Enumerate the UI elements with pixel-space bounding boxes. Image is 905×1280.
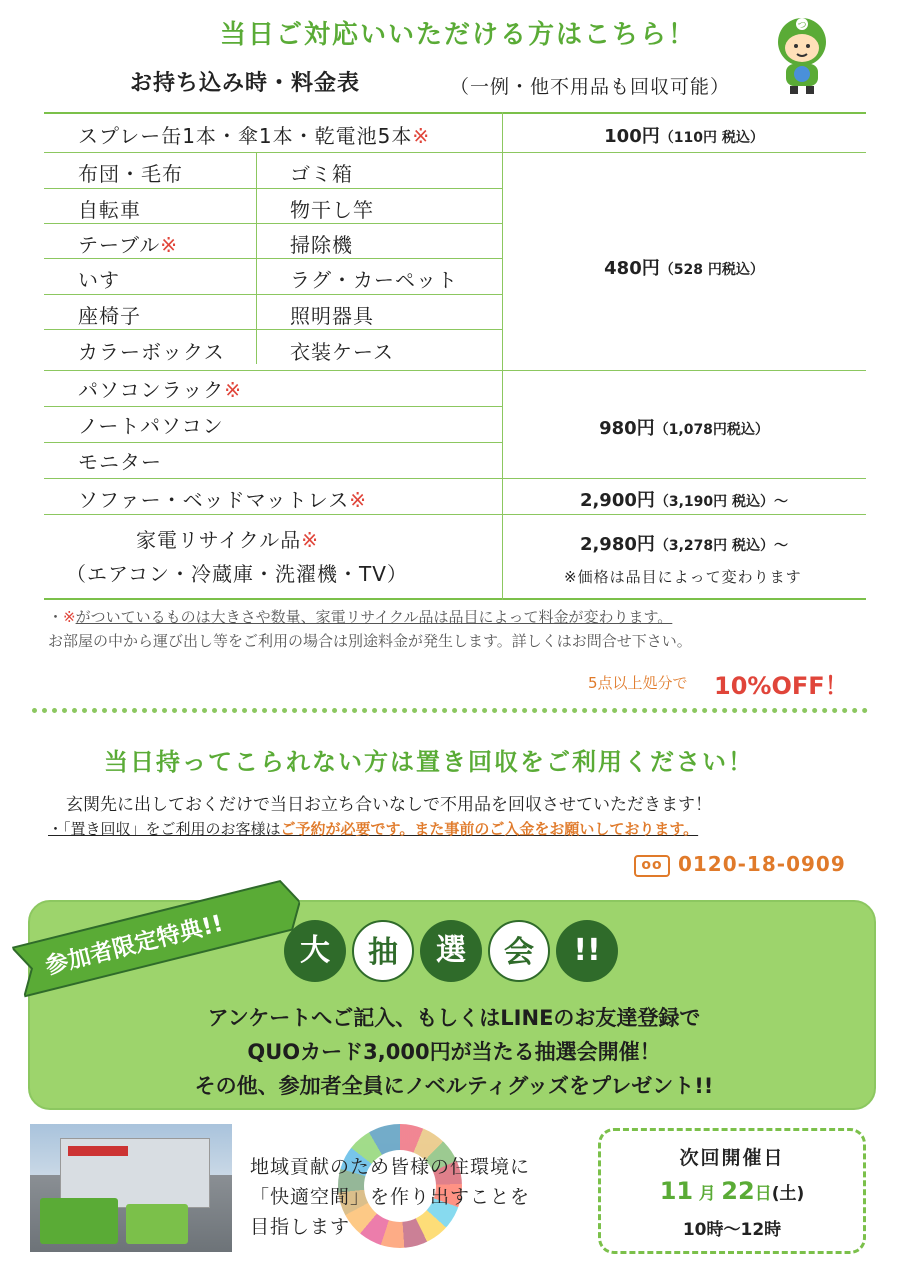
table-note: （一例・他不用品も回収可能） xyxy=(450,76,731,98)
mission-3: 目指します xyxy=(250,1216,351,1238)
item-futon: 布団・毛布 xyxy=(78,162,183,186)
price-2980: 2,980円（3,278円 税込）～ xyxy=(579,534,789,555)
svg-text:つ: つ xyxy=(797,21,807,31)
item-trash-can: ゴミ箱 xyxy=(290,162,353,186)
item-bicycle: 自転車 xyxy=(78,198,141,222)
next-date-box xyxy=(598,1128,866,1254)
item-rug: ラグ・カーペット xyxy=(290,268,458,292)
pickup-note: ・「置き回収」をご利用のお客様はご予約が必要です。また事前のご入金をお願いしております。 xyxy=(48,820,699,838)
note-1: ・※がついているものは大きさや数量、家電リサイクル品は品目によって料金が変わります。 xyxy=(48,608,673,626)
row-spray-item: スプレー缶1本・傘1本・乾電池5本※ xyxy=(78,124,431,148)
item-appliances-sub: （エアコン・冷蔵庫・洗濯機・TV） xyxy=(66,562,408,586)
item-pole: 物干し竿 xyxy=(290,198,374,222)
item-table: テーブル※ xyxy=(78,233,178,257)
next-date-label: 次回開催日 xyxy=(679,1147,785,1169)
char-chu: 抽 xyxy=(352,920,414,982)
pickup-title: 当日持ってこられない方は置き回収をご利用ください！ xyxy=(104,748,754,776)
price-480: 480円（528 円税込） xyxy=(604,258,764,279)
item-appliances: 家電リサイクル品※ xyxy=(136,528,319,552)
item-vacuum: 掃除機 xyxy=(290,233,353,257)
next-date: 11 月 22日(土) xyxy=(659,1177,805,1205)
item-lighting: 照明器具 xyxy=(290,304,374,328)
item-monitor: モニター xyxy=(78,450,162,474)
table-title: お持ち込み時・料金表 xyxy=(130,71,361,96)
item-sofa: ソファー・ベッドマットレス※ xyxy=(78,488,367,512)
price-100: 100円（110円 税込） xyxy=(604,126,764,147)
divider xyxy=(32,708,868,713)
discount-value: 10%OFF！ xyxy=(714,672,849,700)
price-table xyxy=(44,112,866,600)
char-exclaim: !! xyxy=(556,920,618,982)
item-chair: いす xyxy=(78,268,120,292)
phone-number[interactable]: oo 0120-18-0909 xyxy=(634,852,846,877)
item-clothes-case: 衣装ケース xyxy=(290,340,394,364)
mission-1: 地域貢献のため皆様の住環境に xyxy=(250,1156,531,1178)
company-photo xyxy=(30,1124,232,1252)
lottery-line-1: アンケートへご記入、もしくはLINEのお友達登録で xyxy=(207,1006,701,1030)
mission-2: 「快適空間」を作り出すことを xyxy=(250,1186,531,1208)
free-dial-icon: oo xyxy=(634,855,670,877)
price-980: 980円（1,078円税込） xyxy=(599,418,769,439)
note-2: お部屋の中から運び出し等をご利用の場合は別途料金が発生します。詳しくはお問合せ下さい。 xyxy=(48,632,692,650)
lottery-line-3: その他、参加者全員にノベルティグッズをプレゼント!! xyxy=(194,1074,714,1098)
next-time: 10時～12時 xyxy=(682,1220,782,1240)
char-dai: 大 xyxy=(284,920,346,982)
price-note: ※価格は品目によって変わります xyxy=(564,568,802,586)
char-sen: 選 xyxy=(420,920,482,982)
discount-label: 5点以上処分で xyxy=(588,674,688,692)
char-kai: 会 xyxy=(488,920,550,982)
item-laptop: ノートパソコン xyxy=(78,414,224,438)
mascot-illustration xyxy=(772,12,832,96)
lottery-line-2: QUOカード3,000円が当たる抽選会開催！ xyxy=(247,1040,661,1064)
item-color-box: カラーボックス xyxy=(78,340,225,364)
item-pc-rack: パソコンラック※ xyxy=(78,378,242,402)
page-title: 当日ご対応いいただける方はこちら！ xyxy=(220,20,697,50)
price-2900: 2,900円（3,190円 税込）～ xyxy=(579,490,789,511)
ribbon-text: 参加者限定特典!! xyxy=(42,910,226,980)
item-floor-chair: 座椅子 xyxy=(78,304,141,328)
pickup-desc: 玄関先に出しておくだけで当日お立ち合いなしで不用品を回収させていただきます！ xyxy=(66,795,712,815)
